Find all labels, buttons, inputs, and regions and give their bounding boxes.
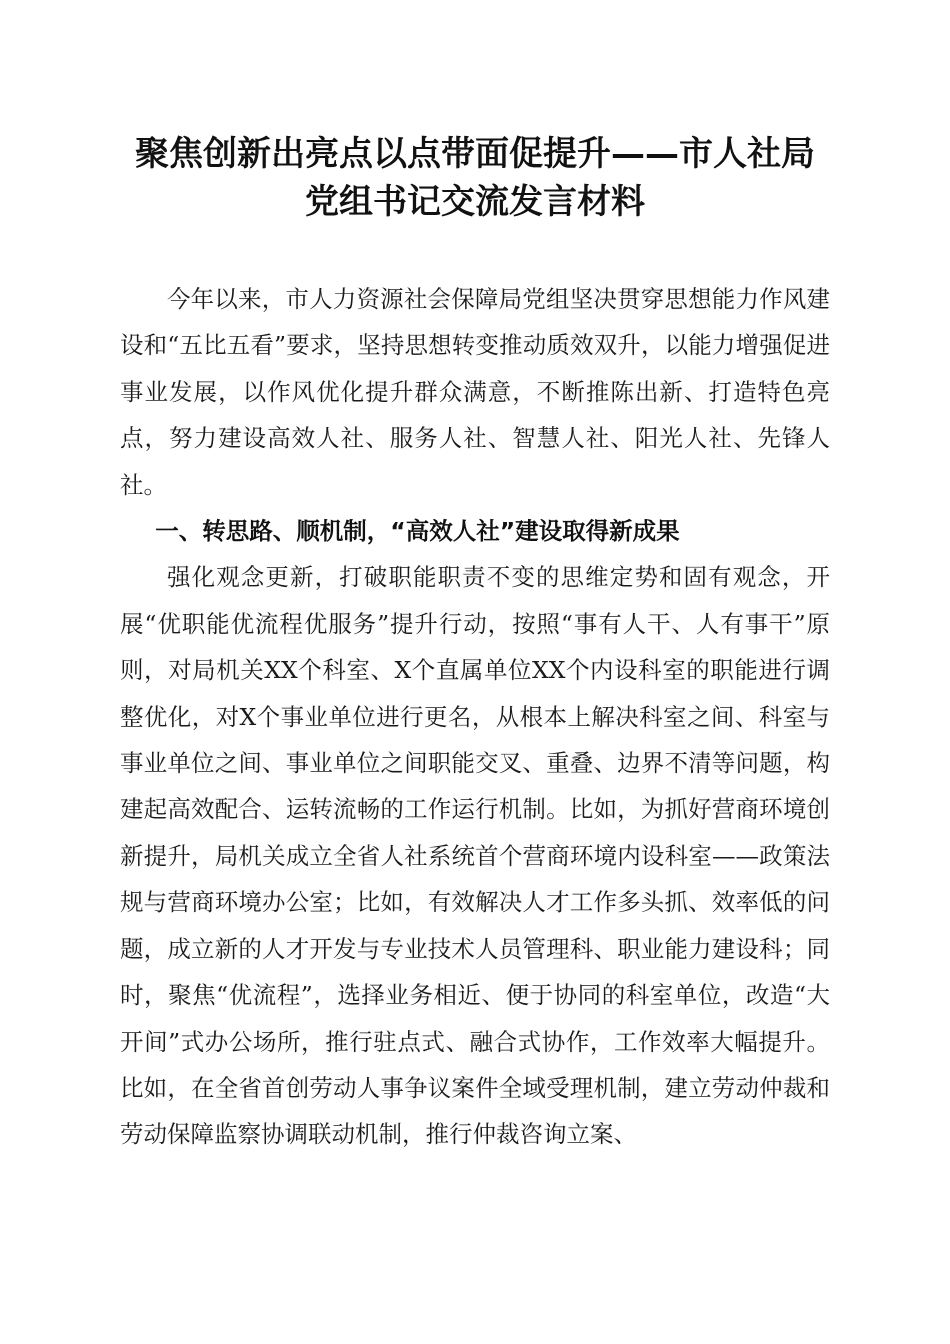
- document-title: [60, 130, 890, 226]
- section-1-paragraph: 强化观念更新，打破职能职责不变的思维定势和固有观念，开展“优职能优流程优服务”提升行动，按照“事有人干、人有事干”原则，对局机关XX个科室、X个直属单位XX个内设科室的职能进行调整优化，对X个事业单位进行更名，从根本上解决科室之间、科室与事业单位之间、事业单位之间职能交叉、重叠、边界不清等问题，构建起高效配合、运转流畅的工作运行机制。比如，为抓好营商环境创新提升，局机关成立全省人社系统首个营商环境内设科室——政策法规与营商环境办公室；比如，有效解决人才工作多头抓、效率低的问题，成立新的人才开发与专业技术人员管理科、职业能力建设科；同时，聚焦“优流程”，选择业务相近、便于协同的科室单位，改造“大开间”式办公场所，推行驻点式、融合式协作，工作效率大幅提升。比如，在全省首创劳动人事争议案件全域受理机制，建立劳动仲裁和劳动保障监察协调联动机制，推行仲裁咨询立案、: [120, 563, 830, 1149]
- intro-paragraph: 今年以来，市人力资源社会保障局党组坚决贯穿思想能力作风建设和“五比五看”要求，坚持思想转变推动质效双升，以能力增强促进事业发展，以作风优化提升群众满意，不断推陈出新、打造特色亮点，努力建设高效人社、服务人社、智慧人社、阳光人社、先锋人社。: [120, 285, 830, 499]
- document-body: [120, 276, 830, 1158]
- title-line-1: 聚焦创新出亮点以点带面促提升——市人社局: [135, 134, 815, 174]
- title-line-2: 党组书记交流发言材料: [305, 182, 645, 222]
- section-heading-1: 一、转思路、顺机制，“高效人社”建设取得新成果: [155, 517, 680, 546]
